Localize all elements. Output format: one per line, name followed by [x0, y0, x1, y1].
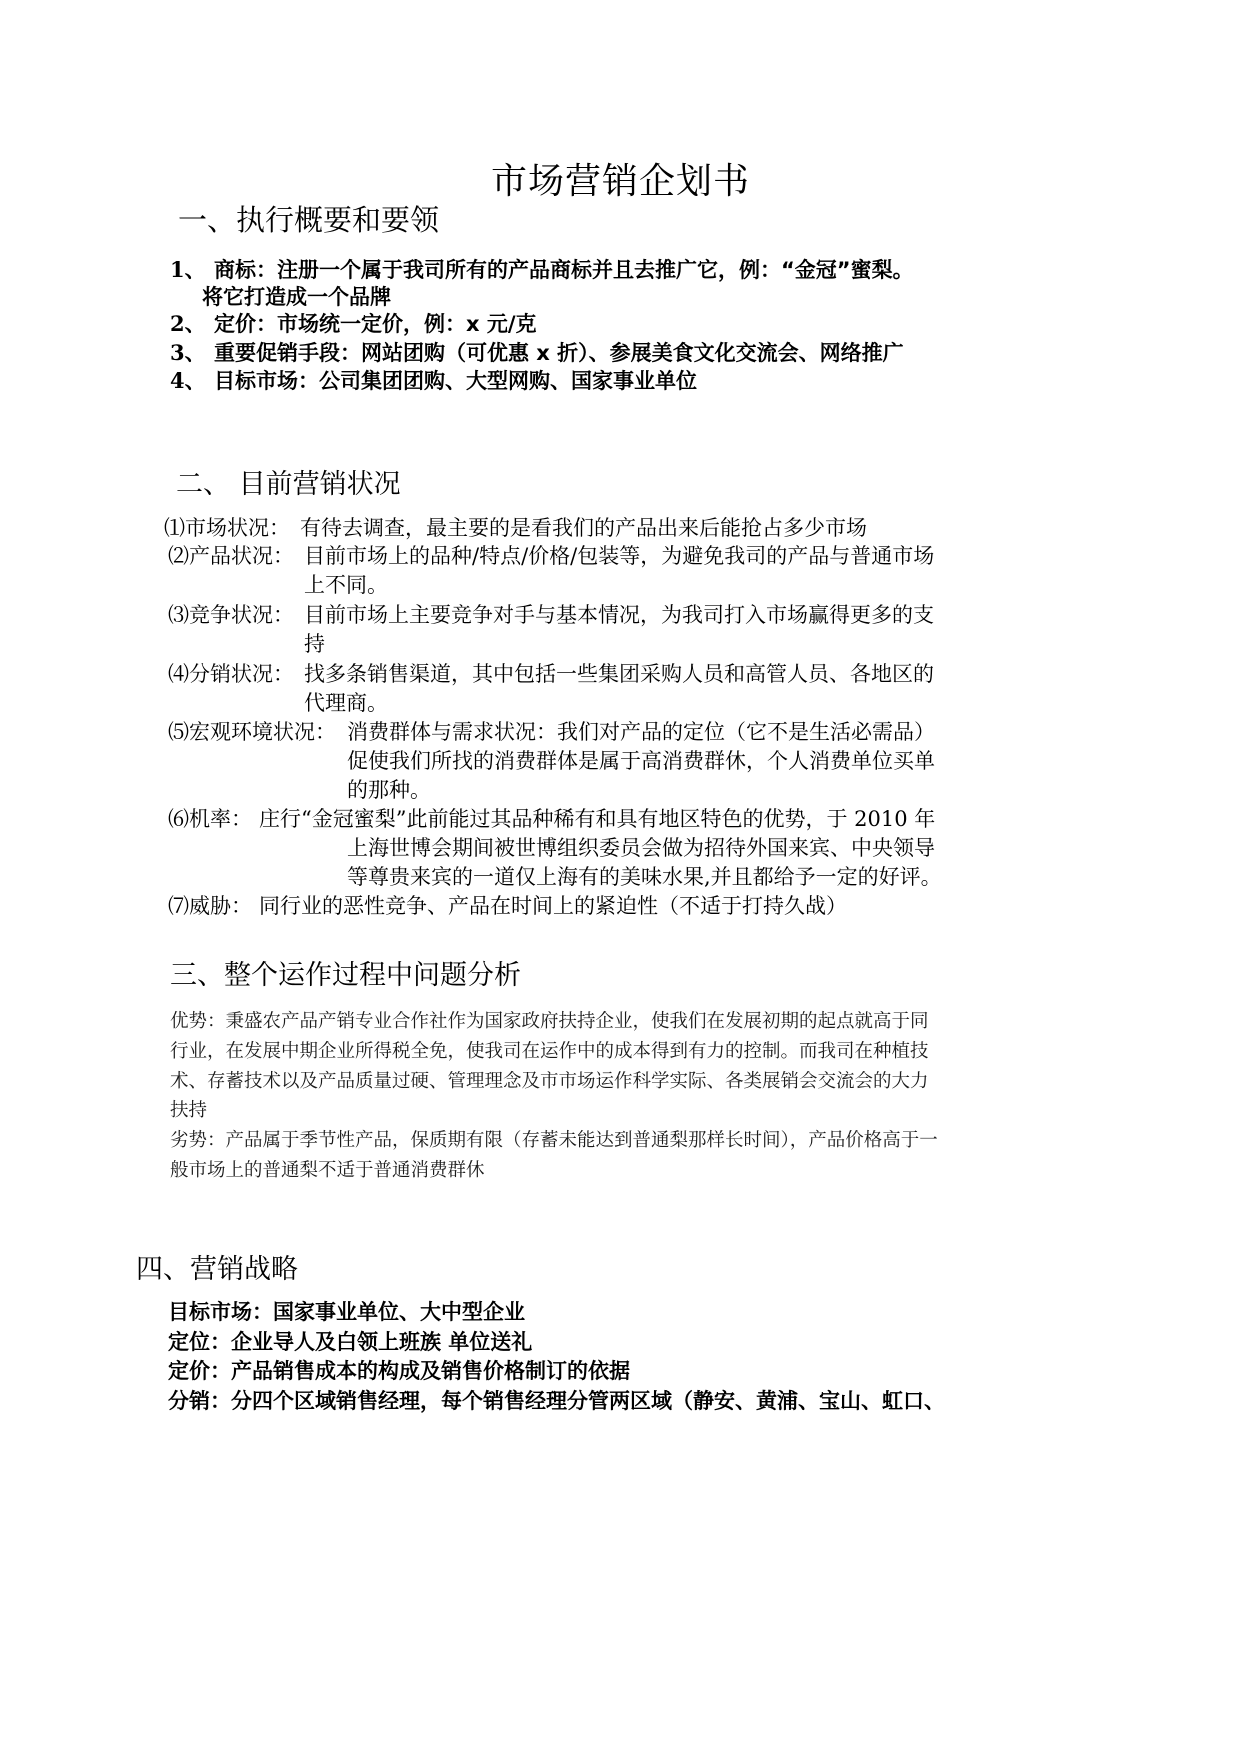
s2-item-6-line-3: 等尊贵来宾的一道仅上海有的美味水果,并且都给予一定的好评。	[347, 865, 942, 889]
s1-item-3-line-1: 重要促销手段：网站团购（可优惠 x 折）、参展美食文化交流会、网络推广	[214, 341, 904, 365]
s1-item-4-line-1: 目标市场：公司集团团购、大型网购、国家事业单位	[214, 369, 697, 393]
s4-line-positioning: 定位：企业导人及白领上班族 单位送礼	[168, 1330, 533, 1354]
section-1-heading: 一、执行概要和要领	[178, 203, 440, 237]
s1-item-1-num: 1、	[170, 257, 206, 282]
s2-item-5-line-2: 促使我们所找的消费群体是属于高消费群休，个人消费单位买单	[347, 749, 935, 773]
s2-item-2-label: ⑵产品状况：	[168, 544, 294, 568]
s2-item-4-line-2: 代理商。	[304, 691, 388, 715]
s1-item-1-line-2: 将它打造成一个品牌	[202, 285, 391, 309]
s4-line-distribution: 分销：分四个区域销售经理，每个销售经理分管两区域（静安、黄浦、宝山、虹口、	[168, 1389, 945, 1413]
s2-item-5-label: ⑸宏观环境状况：	[168, 720, 336, 744]
s3-line-4: 扶持	[170, 1100, 208, 1121]
document-title: 市场营销企划书	[490, 161, 750, 202]
s3-line-6: 般市场上的普通梨不适于普通消费群休	[170, 1160, 485, 1181]
s3-line-1: 优势：秉盛农产品产销专业合作社作为国家政府扶持企业，使我们在发展初期的起点就高于同	[170, 1011, 929, 1032]
s2-item-2-line-1: 目前市场上的品种/特点/价格/包装等，为避免我司的产品与普通市场	[304, 544, 935, 568]
s4-line-pricing: 定价：产品销售成本的构成及销售价格制订的依据	[168, 1359, 630, 1383]
s2-item-6-line-2: 上海世博会期间被世博组织委员会做为招待外国来宾、中央领导	[347, 836, 935, 860]
section-4-heading: 四、营销战略	[136, 1254, 298, 1285]
s1-item-4-num: 4、	[170, 368, 206, 393]
s1-item-1-line-1: 商标：注册一个属于我司所有的产品商标并且去推广它，例：“金冠”蜜梨。	[214, 258, 914, 282]
s2-item-4-label: ⑷分销状况：	[168, 662, 294, 686]
s2-item-7-line-1: 同行业的恶性竞争、产品在时间上的紧迫性（不适于打持久战）	[259, 894, 847, 918]
section-2-heading: 二、 目前营销状况	[176, 469, 401, 500]
s3-line-2: 行业，在发展中期企业所得税全免，使我司在运作中的成本得到有力的控制。而我司在种植技	[170, 1041, 929, 1062]
s2-item-3-label: ⑶竞争状况：	[168, 603, 294, 627]
s2-item-1-label: ⑴市场状况：	[164, 516, 290, 540]
section-3-heading: 三、整个运作过程中问题分析	[170, 960, 521, 991]
s2-item-7-label: ⑺威胁：	[168, 894, 252, 918]
s2-item-1-line-1: 有待去调查，最主要的是看我们的产品出来后能抢占多少市场	[300, 516, 867, 540]
s2-item-5-line-1: 消费群体与需求状况：我们对产品的定位（它不是生活必需品）	[347, 720, 935, 744]
s1-item-2-num: 2、	[170, 311, 206, 336]
s2-item-3-line-2: 持	[304, 632, 325, 656]
s2-item-3-line-1: 目前市场上主要竞争对手与基本情况，为我司打入市场赢得更多的支	[304, 603, 934, 627]
s2-item-6-label: ⑹机率：	[168, 807, 252, 831]
s4-line-target-market: 目标市场：国家事业单位、大中型企业	[168, 1300, 525, 1324]
s3-line-5: 劣势：产品属于季节性产品，保质期有限（存蓄未能达到普通梨那样长时间），产品价格高于一	[170, 1130, 938, 1151]
s1-item-2-line-1: 定价：市场统一定价，例：x 元/克	[214, 312, 537, 336]
s2-item-2-line-2: 上不同。	[304, 573, 388, 597]
s1-item-3-num: 3、	[170, 340, 206, 365]
s2-item-4-line-1: 找多条销售渠道，其中包括一些集团采购人员和高管人员、各地区的	[304, 662, 934, 686]
s2-item-6-line-1: 庄行“金冠蜜梨”此前能过其品种稀有和具有地区特色的优势，于 2010 年	[259, 807, 936, 831]
s2-item-5-line-3: 的那种。	[347, 778, 431, 802]
s3-line-3: 术、存蓄技术以及产品质量过硬、管理理念及市市场运作科学实际、各类展销会交流会的大力	[170, 1071, 929, 1092]
